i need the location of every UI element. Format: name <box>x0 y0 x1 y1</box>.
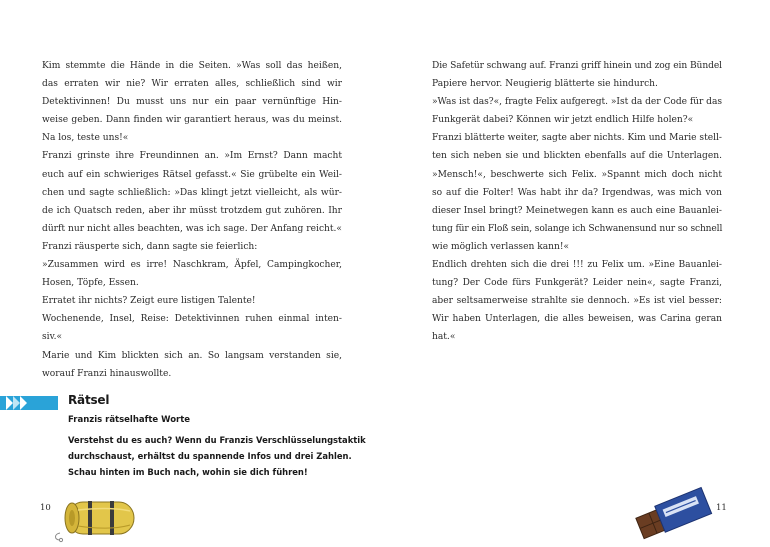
left-page-text <box>42 57 342 383</box>
right-page <box>385 0 770 547</box>
raetsel-subtitle: Franzis rätselhafte Worte <box>68 415 191 425</box>
page-number-right: 11 <box>716 503 727 513</box>
right-page-text <box>432 57 722 347</box>
raetsel-line: Schau hinten im Buch nach, wohin sie dich führen! <box>68 467 308 477</box>
text-line: tung für ein Floß sein, solange ich Schwanensund nur so schnell <box>432 223 723 234</box>
text-line: Detektivinnen! Du musst uns nur ein paar vernünftige Hin- <box>42 97 342 108</box>
text-line: worauf Franzi hinauswollte. <box>42 368 172 379</box>
text-line: Kim stemmte die Hände in die Seiten. »Was soll das heißen, <box>42 61 342 71</box>
text-line: euch auf ein schwieriges Rätsel gefasst.« Sie grübelte ein Weil- <box>42 169 342 180</box>
text-line: Franzi grinste ihre Freundinnen an. »Im Ernst? Dann macht <box>42 151 342 162</box>
text-line: dieser Insel bringt? Meinetwegen kann es auch eine Bauanlei- <box>432 205 722 216</box>
text-line: wie möglich verlassen kann!« <box>432 241 570 252</box>
text-line: Franzi blätterte weiter, sagte aber nichts. Kim und Marie stell- <box>432 133 722 144</box>
raetsel-line: Verstehst du es auch? Wenn du Franzis Verschlüsselungstaktik <box>68 435 366 445</box>
chocolate-icon <box>633 486 713 542</box>
sleeping-bag-icon <box>52 496 138 544</box>
text-line: »Mensch!«, beschwerte sich Felix. »Spannt mich doch nicht <box>432 169 722 180</box>
text-line: das erraten wir nie? Wir erraten alles, schließlich sind wir <box>42 79 342 90</box>
text-line: Marie und Kim blickten sich an. So langsam verstanden sie, <box>42 350 342 361</box>
chevron-icon <box>6 396 13 410</box>
text-line: »Was ist das?«, fragte Felix aufgeregt. »Ist da der Code für das <box>432 97 722 108</box>
raetsel-stripe <box>0 396 58 410</box>
chevron-icon <box>13 396 20 410</box>
text-line: Erratet ihr nichts? Zeigt eure listigen Talente! <box>42 296 256 307</box>
text-line: Endlich drehten sich die drei !!! zu Felix um. »Eine Bauanlei- <box>432 260 722 271</box>
raetsel-title: Rätsel <box>68 393 110 407</box>
text-line: siv.« <box>42 332 63 343</box>
text-line: Wir haben Unterlagen, die alles beweisen, was Carina geran <box>432 314 722 325</box>
text-line: chen und sagte schließlich: »Das klingt jetzt vielleicht, als wür- <box>42 187 342 198</box>
text-line: »Zusammen wird es irre! Naschkram, Äpfel, Campingkocher, <box>42 260 342 271</box>
text-line: Franzi räusperte sich, dann sagte sie feierlich: <box>42 241 258 252</box>
text-line: Na los, teste uns!« <box>42 133 129 144</box>
chevron-icon <box>20 396 27 410</box>
text-line: tung? Der Code fürs Funkgerät? Leider nein«, sagte Franzi, <box>432 278 722 289</box>
text-line: Wochenende, Insel, Reise: Detektivinnen ruhen einmal inten- <box>42 314 342 325</box>
text-line: dürft nur nicht alles beachten, was ich sage. Der Anfang reicht.« <box>42 223 342 234</box>
raetsel-line: durchschaust, erhältst du spannende Infos und drei Zahlen. <box>68 451 352 461</box>
page-number-left: 10 <box>40 503 51 513</box>
text-line: weise geben. Dann finden wir garantiert heraus, was du meinst. <box>42 115 342 126</box>
text-line: so auf die Folter! Was habt ihr da? Irgendwas, was mich von <box>432 187 722 198</box>
text-line: Funkgerät dabei? Können wir jetzt endlich Hilfe holen?« <box>432 115 694 126</box>
raetsel-body <box>68 432 366 480</box>
text-line: Hosen, Töpfe, Essen. <box>42 278 139 289</box>
text-line: aber seltsamerweise strahlte sie dennoch. »Es ist viel besser: <box>432 296 722 307</box>
text-line: hat.« <box>432 332 456 343</box>
text-line: Papiere hervor. Neugierig blätterte sie hindurch. <box>432 79 658 90</box>
text-line: de ich Quatsch reden, aber ihr müsst trotzdem gut zuhören. Ihr <box>42 205 342 216</box>
text-line: ten sich neben sie und blickten ebenfalls auf die Unterlagen. <box>432 151 722 162</box>
text-line: Die Safetür schwang auf. Franzi griff hinein und zog ein Bündel <box>432 61 722 71</box>
